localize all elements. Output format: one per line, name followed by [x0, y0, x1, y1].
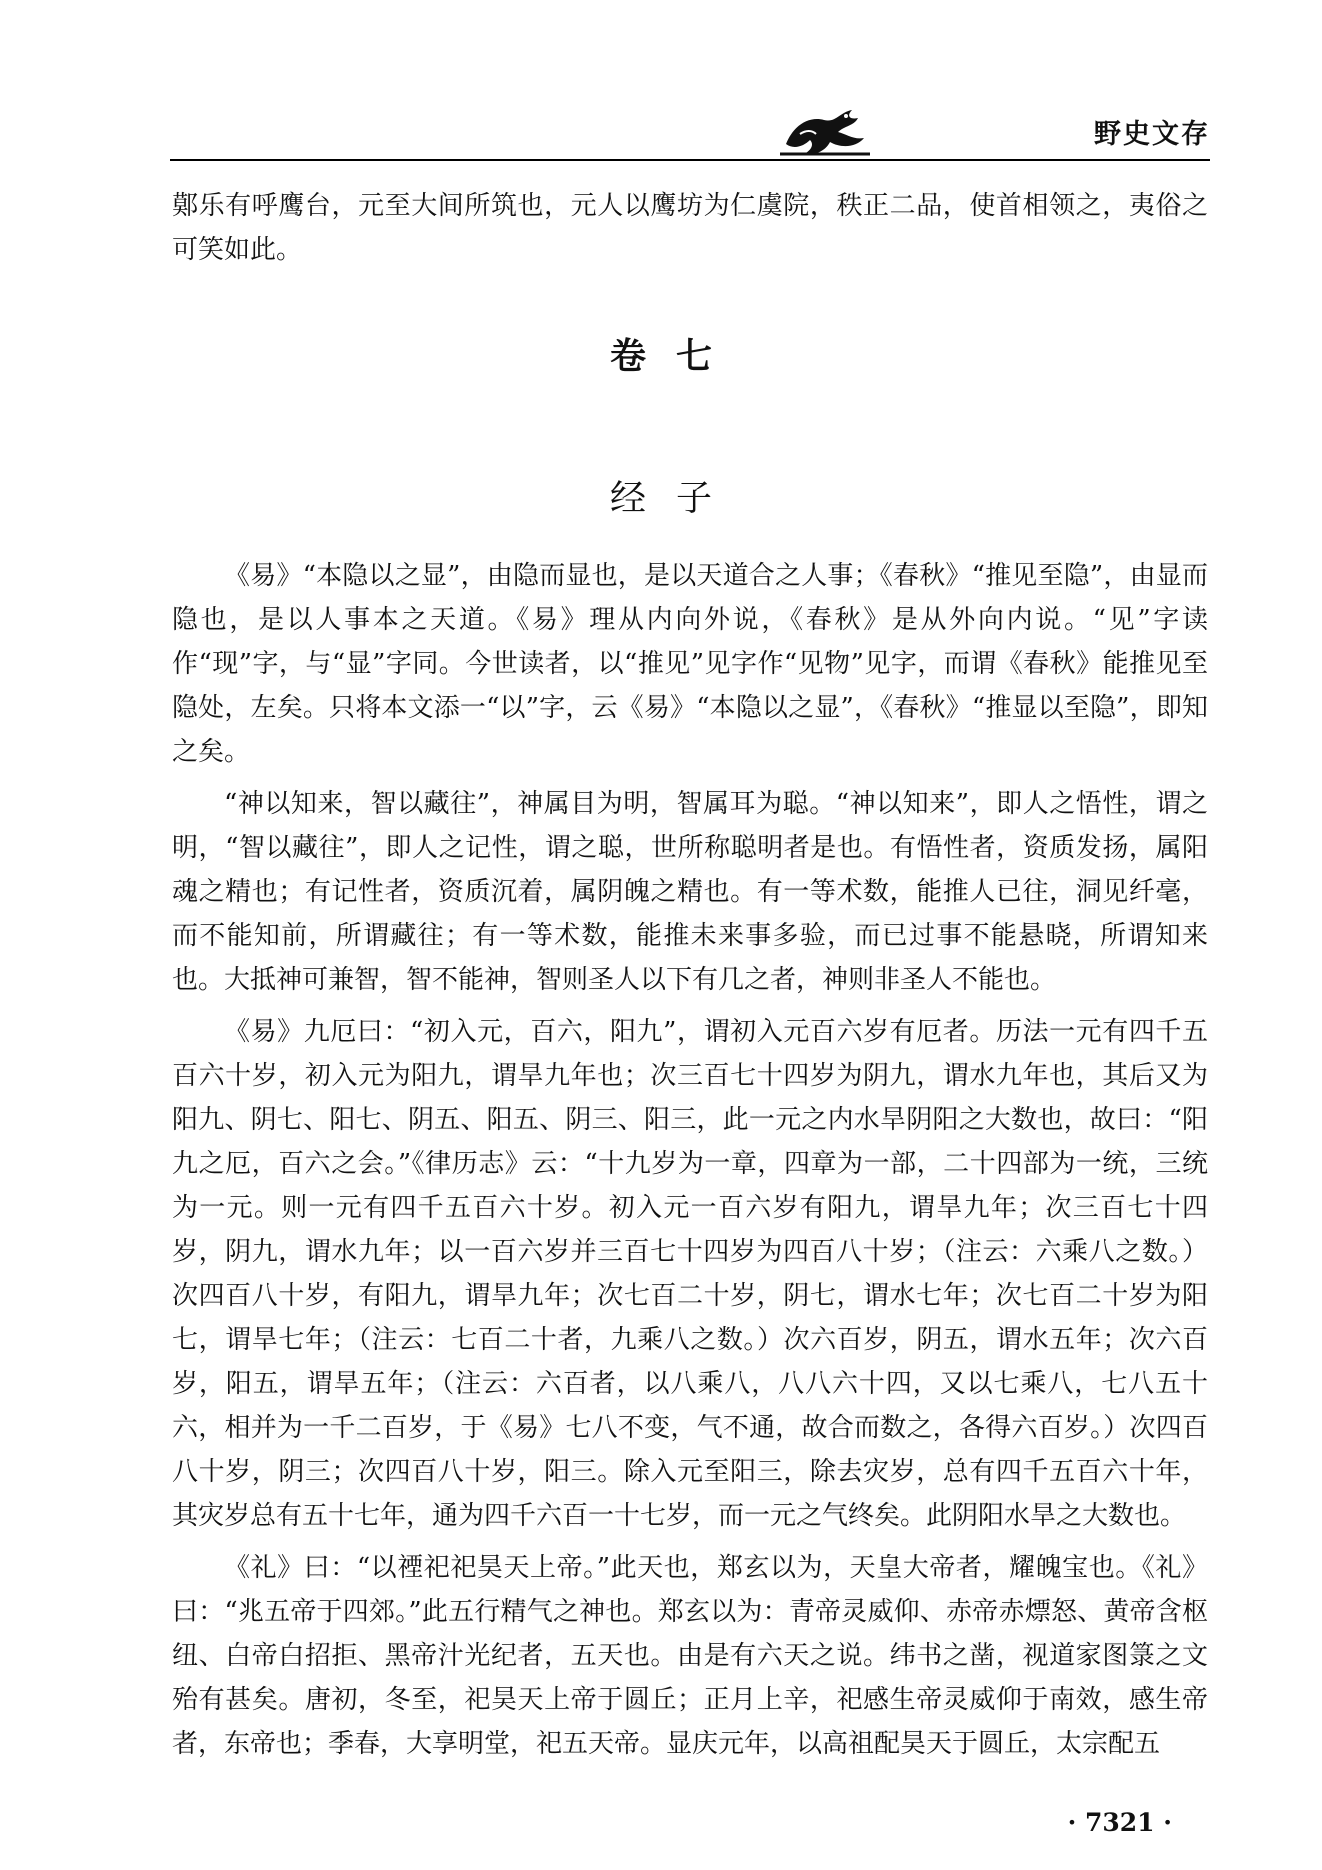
- running-header-title: 野史文存: [1094, 119, 1210, 150]
- continued-paragraph: 鄚乐有呼鹰台，元至大间所筑也，元人以鹰坊为仁虞院，秩正二品，使首相领之，夷俗之可笑如此。: [172, 191, 1208, 265]
- paragraph: 《易》“本隐以之显”，由隐而显也，是以天道合之人事；《春秋》“推见至隐”，由显而隐也，是以人事本之天道。《易》理从内向外说，《春秋》是从外向内说。“见”字读作“现”字，与“显”字同。今世读者，以“推见”见字作“见物”见字，而谓《春秋》能推见至隐处，左矣。只将本文添一“以”字，云《易》“本隐以之显”，《春秋》“推显以至隐”，即知之矣。: [172, 561, 1208, 767]
- header-rule: [170, 159, 1210, 161]
- paragraph: 《礼》曰：“以禋祀祀昊天上帝。”此天也，郑玄以为，天皇大帝者，耀魄宝也。《礼》曰：“兆五帝于四郊。”此五行精气之神也。郑玄以为：青帝灵威仰、赤帝赤熛怒、黄帝含枢纽、白帝白招拒、黑帝汁光纪者，五天也。由是有六天之说。纬书之凿，视道家图箓之文殆有甚矣。唐初，冬至，祀昊天上帝于圆丘；正月上辛，祀感生帝灵威仰于南效，感生帝者，东帝也；季春，大享明堂，祀五天帝。显庆元年，以高祖配昊天于圆丘，太宗配五: [172, 1553, 1208, 1759]
- page-number: · 7321 ·: [1067, 1808, 1172, 1837]
- volume-heading: 卷七: [609, 336, 742, 377]
- section-heading: 经子: [609, 478, 742, 519]
- paragraph: “神以知来，智以藏往”，神属目为明，智属耳为聪。“神以知来”，即人之悟性，谓之明，“智以藏往”，即人之记性，谓之聪，世所称聪明者是也。有悟性者，资质发扬，属阳魂之精也；有记性者，资质沉着，属阴魄之精也。有一等术数，能推人已往，洞见纤毫，而不能知前，所谓藏往；有一等术数，能推未来事多验，而已过事不能悬晓，所谓知来也。大抵神可兼智，智不能神，智则圣人以下有几之者，神则非圣人不能也。: [172, 789, 1208, 995]
- paragraph: 《易》九厄曰：“初入元，百六，阳九”，谓初入元百六岁有厄者。历法一元有四千五百六十岁，初入元为阳九，谓旱九年也；次三百七十四岁为阴九，谓水九年也，其后又为阳九、阴七、阳七、阴五、阳五、阴三、阳三，此一元之内水旱阴阳之大数也，故曰：“阳九之厄，百六之会。”《律历志》云：“十九岁为一章，四章为一部，二十四部为一统，三统为一元。则一元有四千五百六十岁。初入元一百六岁有阳九，谓旱九年；次三百七十四岁，阴九，谓水九年；以一百六岁并三百七十四岁为四百八十岁；（注云：六乘八之数。）次四百八十岁，有阳九，谓旱九年；次七百二十岁，阴七，谓水七年；次七百二十岁为阳七，谓旱七年；（注云：七百二十者，九乘八之数。）次六百岁，阴五，谓水五年；次六百岁，阳五，谓旱五年；（注云：六百者，以八乘八，八八六十四，又以七乘八，七八五十六，相并为一千二百岁，于《易》七八不变，气不通，故合而数之，各得六百岁。）次四百八十岁，阴三；次四百八十岁，阳三。除入元至阳三，除去灾岁，总有四千五百六十年，其灾岁总有五十七年，通为四千六百一十七岁，而一元之气终矣。此阴阳水旱之大数也。: [172, 1017, 1208, 1531]
- body-text: [172, 554, 1208, 1774]
- dragon-emblem-icon: [780, 104, 870, 159]
